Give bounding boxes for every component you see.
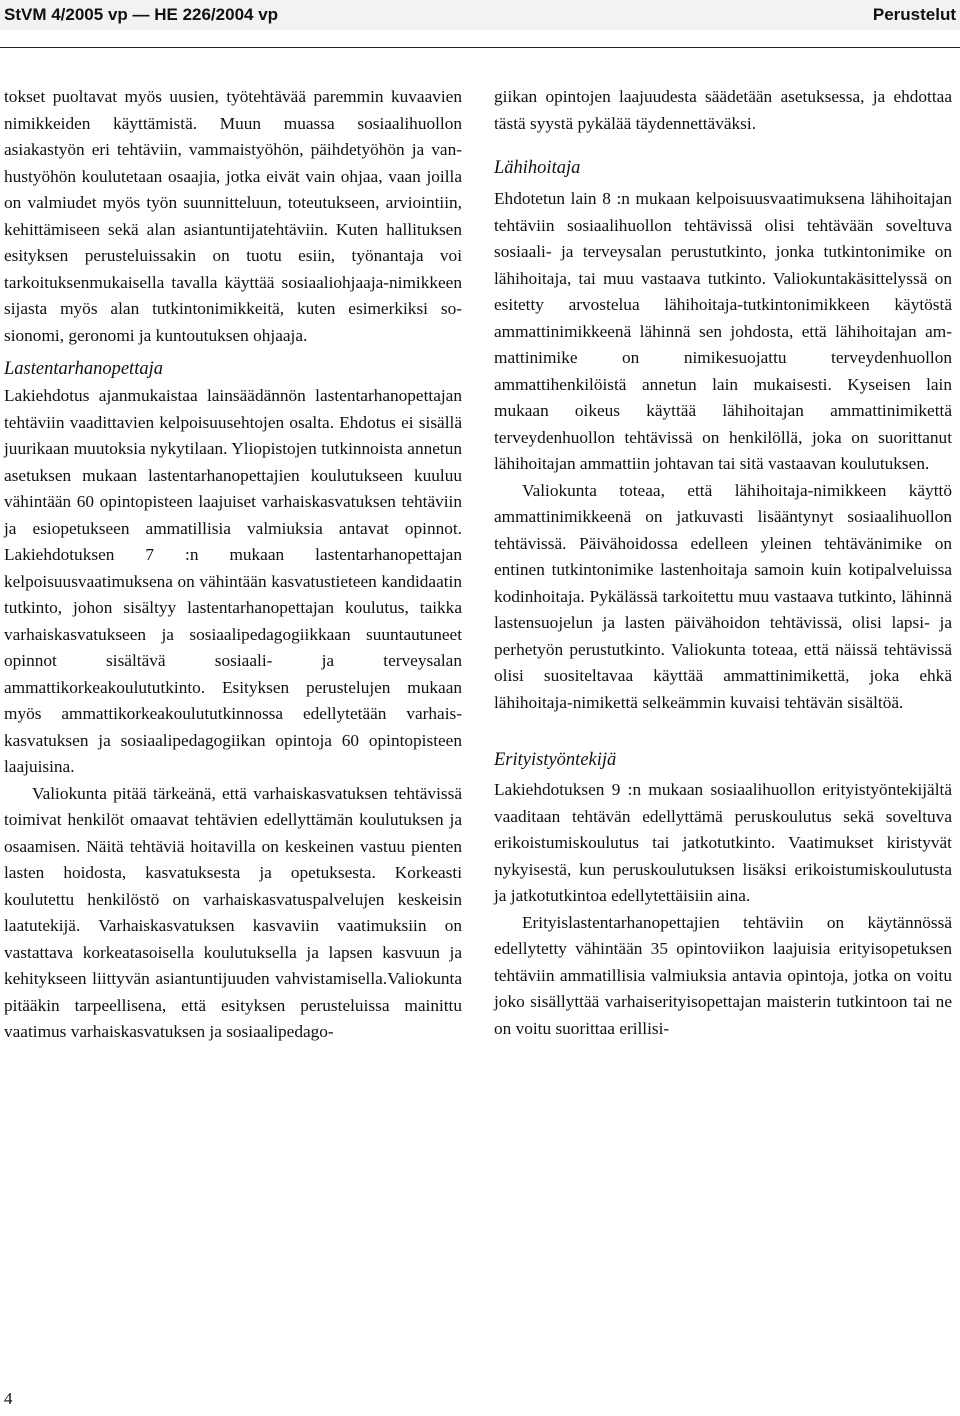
section-title: Perustelut — [872, 5, 956, 24]
left-column — [4, 84, 462, 1046]
section-heading-erityistyontekija: Erityistyöntekijä — [494, 750, 617, 770]
paragraph: Ehdotetun lain 8 :n mukaan kelpoisuusvaatimuksena lähihoitajan tehtäviin sosiaalihuollon tehtävissä olisi tehtävään soveltuva sosiaali- ja terveysalan perustutkinto, jonka tutkintonimike on lähihoitaja, tai muu vastaava tutkinto. Valiokuntakäsittelyssä on esitetty arvostelua lähihoitaja-tutkintonimikkeen käytöstä ammattinimikkeenä lähinnä sen johdosta, että lähihoitajan ammattinimike on nimikesuojattu terveydenhuollon ammattihenkilöistä annetun lain mukaisesti. Kyseisen lain mukaan oikeus käyttää lähihoitajan ammattinimikettä terveydenhuollon tehtävissä on henkilöllä, joka on suorittanut lähihoitajan ammattiin johtavan tai sitä vastaavan koulutuksen. — [494, 189, 952, 473]
header-divider — [0, 47, 960, 48]
paragraph: Erityislastentarhanopettajien tehtäviin on käytännössä edellytetty vähintään 35 opintoviikon laajuisia erityisopetuksen tehtäviin ammatillisia valmiuksia antavia opintoja, jotka on voitu joko sisällyttää varhaiserityisopettajan maisterin tutkintoon tai ne on voitu suorittaa erillisi- — [494, 912, 952, 1038]
paragraph: Lakiehdotus ajanmukaistaa lainsäädännön lastentarhanopettajan tehtäviin vaadittavien kelpoisuusehtojen osalta. Ehdotus ei sisällä juurikaan muutoksia nykytilaan. Yliopistojen tutkinnoista annetun asetuksen mukaan lastentarhanopettajien koulutukseen kuuluu vähintään 60 opintopisteen laajuiset varhaiskasvatuksen tehtäviin ja esiopetukseen ammatillisia valmiuksia antavat opinnot. Lakiehdotuksen 7 :n mukaan lastentarhanopettajan kelpoisuusvaatimuksena on vähintään kasvatustieteen kandidaatin tutkinto, johon sisältyy lastentarhanopettajan koulutus, taikka varhaiskasvatukseen ja sosiaalipedagogiikkaan suuntautuneet opinnot sisältävä sosiaali- ja terveysalan ammattikorkeakoulututkinto. Esityksen perustelujen mukaan myös ammattikorkeakoulututkinnossa edellytetään varhaiskasvatuksen ja sosiaalipedagogiikan opintoja 60 opintopisteen laajuisina. — [4, 386, 462, 776]
paragraph: Valiokunta pitää tärkeänä, että varhaiskasvatuksen tehtävissä toimivat henkilöt omaavat tehtävien edellyttämän koulutuksen ja osaamisen. Näitä tehtäviä hoitavilla on keskeinen vastuu pienten lasten hoidosta, kasvatuksesta ja opetuksesta. Korkeasti koulutettu henkilöstö on varhaiskasvatuspalvelujen keskeisin laatutekijä. Varhaiskasvatuksen kasvaviin vaatimuksiin on vastattava korkeatasoisella koulutuksella ja lapsen kasvuun ja kehitykseen liittyvän asiantuntijuuden vahvistamisella.Valiokunta pitääkin tarpeellisena, että esityksen perusteluissa mainittu vaatimus varhaiskasvatuksen ja sosiaalipedago- — [4, 783, 462, 1041]
section-heading-lastentarhanopettaja: Lastentarhanopettaja — [4, 359, 163, 379]
paragraph: giikan opintojen laajuudesta säädetään asetuksessa, ja ehdottaa tästä syystä pykälää täydennettäväksi. — [494, 87, 952, 133]
paragraph: Lakiehdotuksen 9 :n mukaan sosiaalihuollon erityistyöntekijältä vaaditaan tehtävän edellyttämä peruskoulutus sekä soveltuva erikoistumiskoulutus tai jatkotutkinto. Vaatimukset kiristyvät nykyisestä, kun peruskoulutuksen lisäksi erikoistumiskoulutusta ja jatkotutkintoa edellytettäisiin aina. — [494, 780, 952, 905]
document-reference: StVM 4/2005 vp — HE 226/2004 vp — [4, 5, 279, 24]
page-number: 4 — [4, 1389, 13, 1408]
running-header — [0, 0, 960, 30]
right-column — [494, 84, 952, 1042]
paragraph: Valiokunta toteaa, että lähihoitaja-nimikkeen käyttö ammattinimikkeenä on jatkuvasti lisääntynyt sosiaalihuollon tehtävissä. Päivähoidossa edelleen yleinen tehtävänimike on entinen tutkintonimike lastenhoitaja samoin kuin kotipalveluissa kodinhoitaja. Pykälässä tarkoitettu muu vastaava tutkinto, lähinnä lastensuojelun ja lasten päivähoidon tehtävissä, olisi lapsi- ja perhetyön perustutkinto. Valiokunta toteaa, että näissä tehtävissä olisi suositeltavaa käyttää ammattinimikettä, joka ehkä lähihoitaja-nimikettä selkeämmin kuvaisi tehtävän sisältöä. — [494, 480, 952, 712]
section-heading-lahihoitaja: Lähihoitaja — [494, 158, 581, 178]
paragraph: tokset puoltavat myös uusien, työtehtävää paremmin kuvaavien nimikkeiden käyttämistä. Muun muassa sosiaalihuollon asiakastyön eri tehtäviin, vammaistyöhön, päihdetyöhön ja vanhustyöhön koulutetaan osaajia, jotka eivät vain ohjaa, vaan joilla on valmiudet myös työn suunnitteluun, toteutukseen, arviointiin, kehittämiseen sekä alan asiantuntijatehtäviin. Kuten hallituksen esityksen perusteluissakin on tuotu esiin, työnantaja voi tarkoituksenmukaisella tavalla käyttää sosiaaliohjaaja-nimikkeen sijasta myös alan tutkintonimikkeitä, kuten esimerkiksi sosionomi, geronomi ja kuntoutuksen ohjaaja. — [4, 87, 462, 345]
